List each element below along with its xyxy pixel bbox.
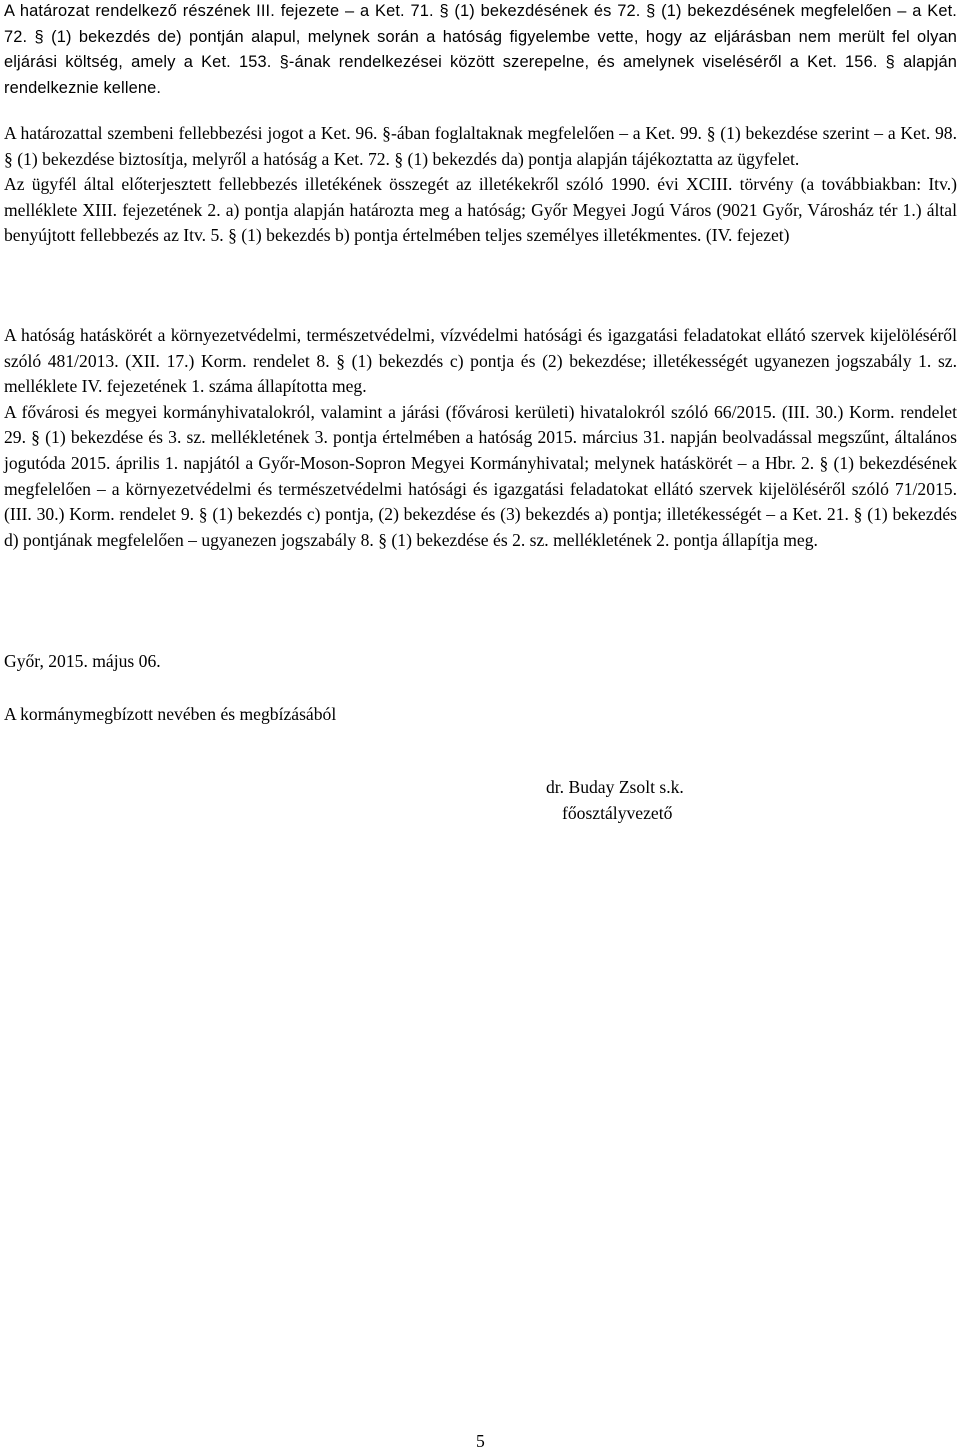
page-number: 5 xyxy=(476,1431,485,1451)
signer-name: dr. Buday Zsolt s.k. xyxy=(546,777,684,797)
on-behalf-line: A kormánymegbízott nevében és megbízásából xyxy=(4,704,337,724)
signer-title: főosztályvezető xyxy=(562,803,673,823)
paragraph-authority-competence: A hatóság hatáskörét a környezetvédelmi, természetvédelmi, vízvédelmi hatósági és igazgatási feladatokat ellátó szervek kijelöléséről szóló 481/2013. (XII. 17.) Korm. rendelet 8. § (1) bekezdés c) pontja és (2) bekezdése; illetékességét ugyanezen jogszabály 1. sz. melléklete IV. fejezetének 1. száma állapította meg. A fővárosi és megyei kormányhivatalokról, valamint a járási (fővárosi kerületi) hivatalokról szóló 66/2015. (III. 30.) Korm. rendelet 29. § (1) bekezdése és 3. sz. mellékletének 3. pontja értelmében a hatóság 2015. március 31. napján beolvadással megszűnt, általános jogutóda 2015. április 1. napjától a Győr-Moson-Sopron Megyei Kormányhivatal; melynek hatáskörét – a Hbr. 2. § (1) bekezdésének megfelelően – a környezetvédelmi és természetvédelmi hatósági és igazgatási feladatokat ellátó szervek kijelöléséről szóló 71/2015. (III. 30.) Korm. rendelet 9. § (1) bekezdés c) pontja, (2) bekezdése és (3) bekezdés a) pontja; illetékességét – a Ket. 21. § (1) bekezdés d) pontjának megfelelően – ugyanezen jogszabály 8. § (1) bekezdése és 2. sz. mellékletének 2. pontja állapítja meg. xyxy=(4,325,957,550)
date-line: Győr, 2015. május 06. xyxy=(4,651,161,671)
paragraph-costs: A határozat rendelkező részének III. fejezete – a Ket. 71. § (1) bekezdésének és 72. § (1) bekezdésének megfelelően – a Ket. 72. § (1) bekezdés de) pontján alapul, melynek során a hatóság figyelembe vette, hogy az eljárásban nem merült fel olyan eljárási költség, amely a Ket. 153. §-ának rendelkezései között szerepelne, és amelynek viseléséről a Ket. 156. § alapján rendelkeznie kellene. xyxy=(4,2,957,97)
paragraph-appeal-rights: A határozattal szembeni fellebbezési jogot a Ket. 96. §-ában foglaltaknak megfelelően – a Ket. 99. § (1) bekezdése szerint – a Ket. 98. § (1) bekezdése biztosítja, melyről a hatóság a Ket. 72. § (1) bekezdés da) pontja alapján tájékoztatta az ügyfelet. Az ügyfél által előterjesztett fellebbezés illetékének összegét az illetékekről szóló 1990. évi XCIII. törvény (a továbbiakban: Itv.) melléklete XIII. fejezetének 2. a) pontja alapján határozta meg a hatóság; Győr Megyei Jogú Város (9021 Győr, Városház tér 1.) által benyújtott fellebbezés az Itv. 5. § (1) bekezdés b) pontja értelmében teljes személyes illetékmentes. (IV. fejezet) xyxy=(4,123,957,246)
